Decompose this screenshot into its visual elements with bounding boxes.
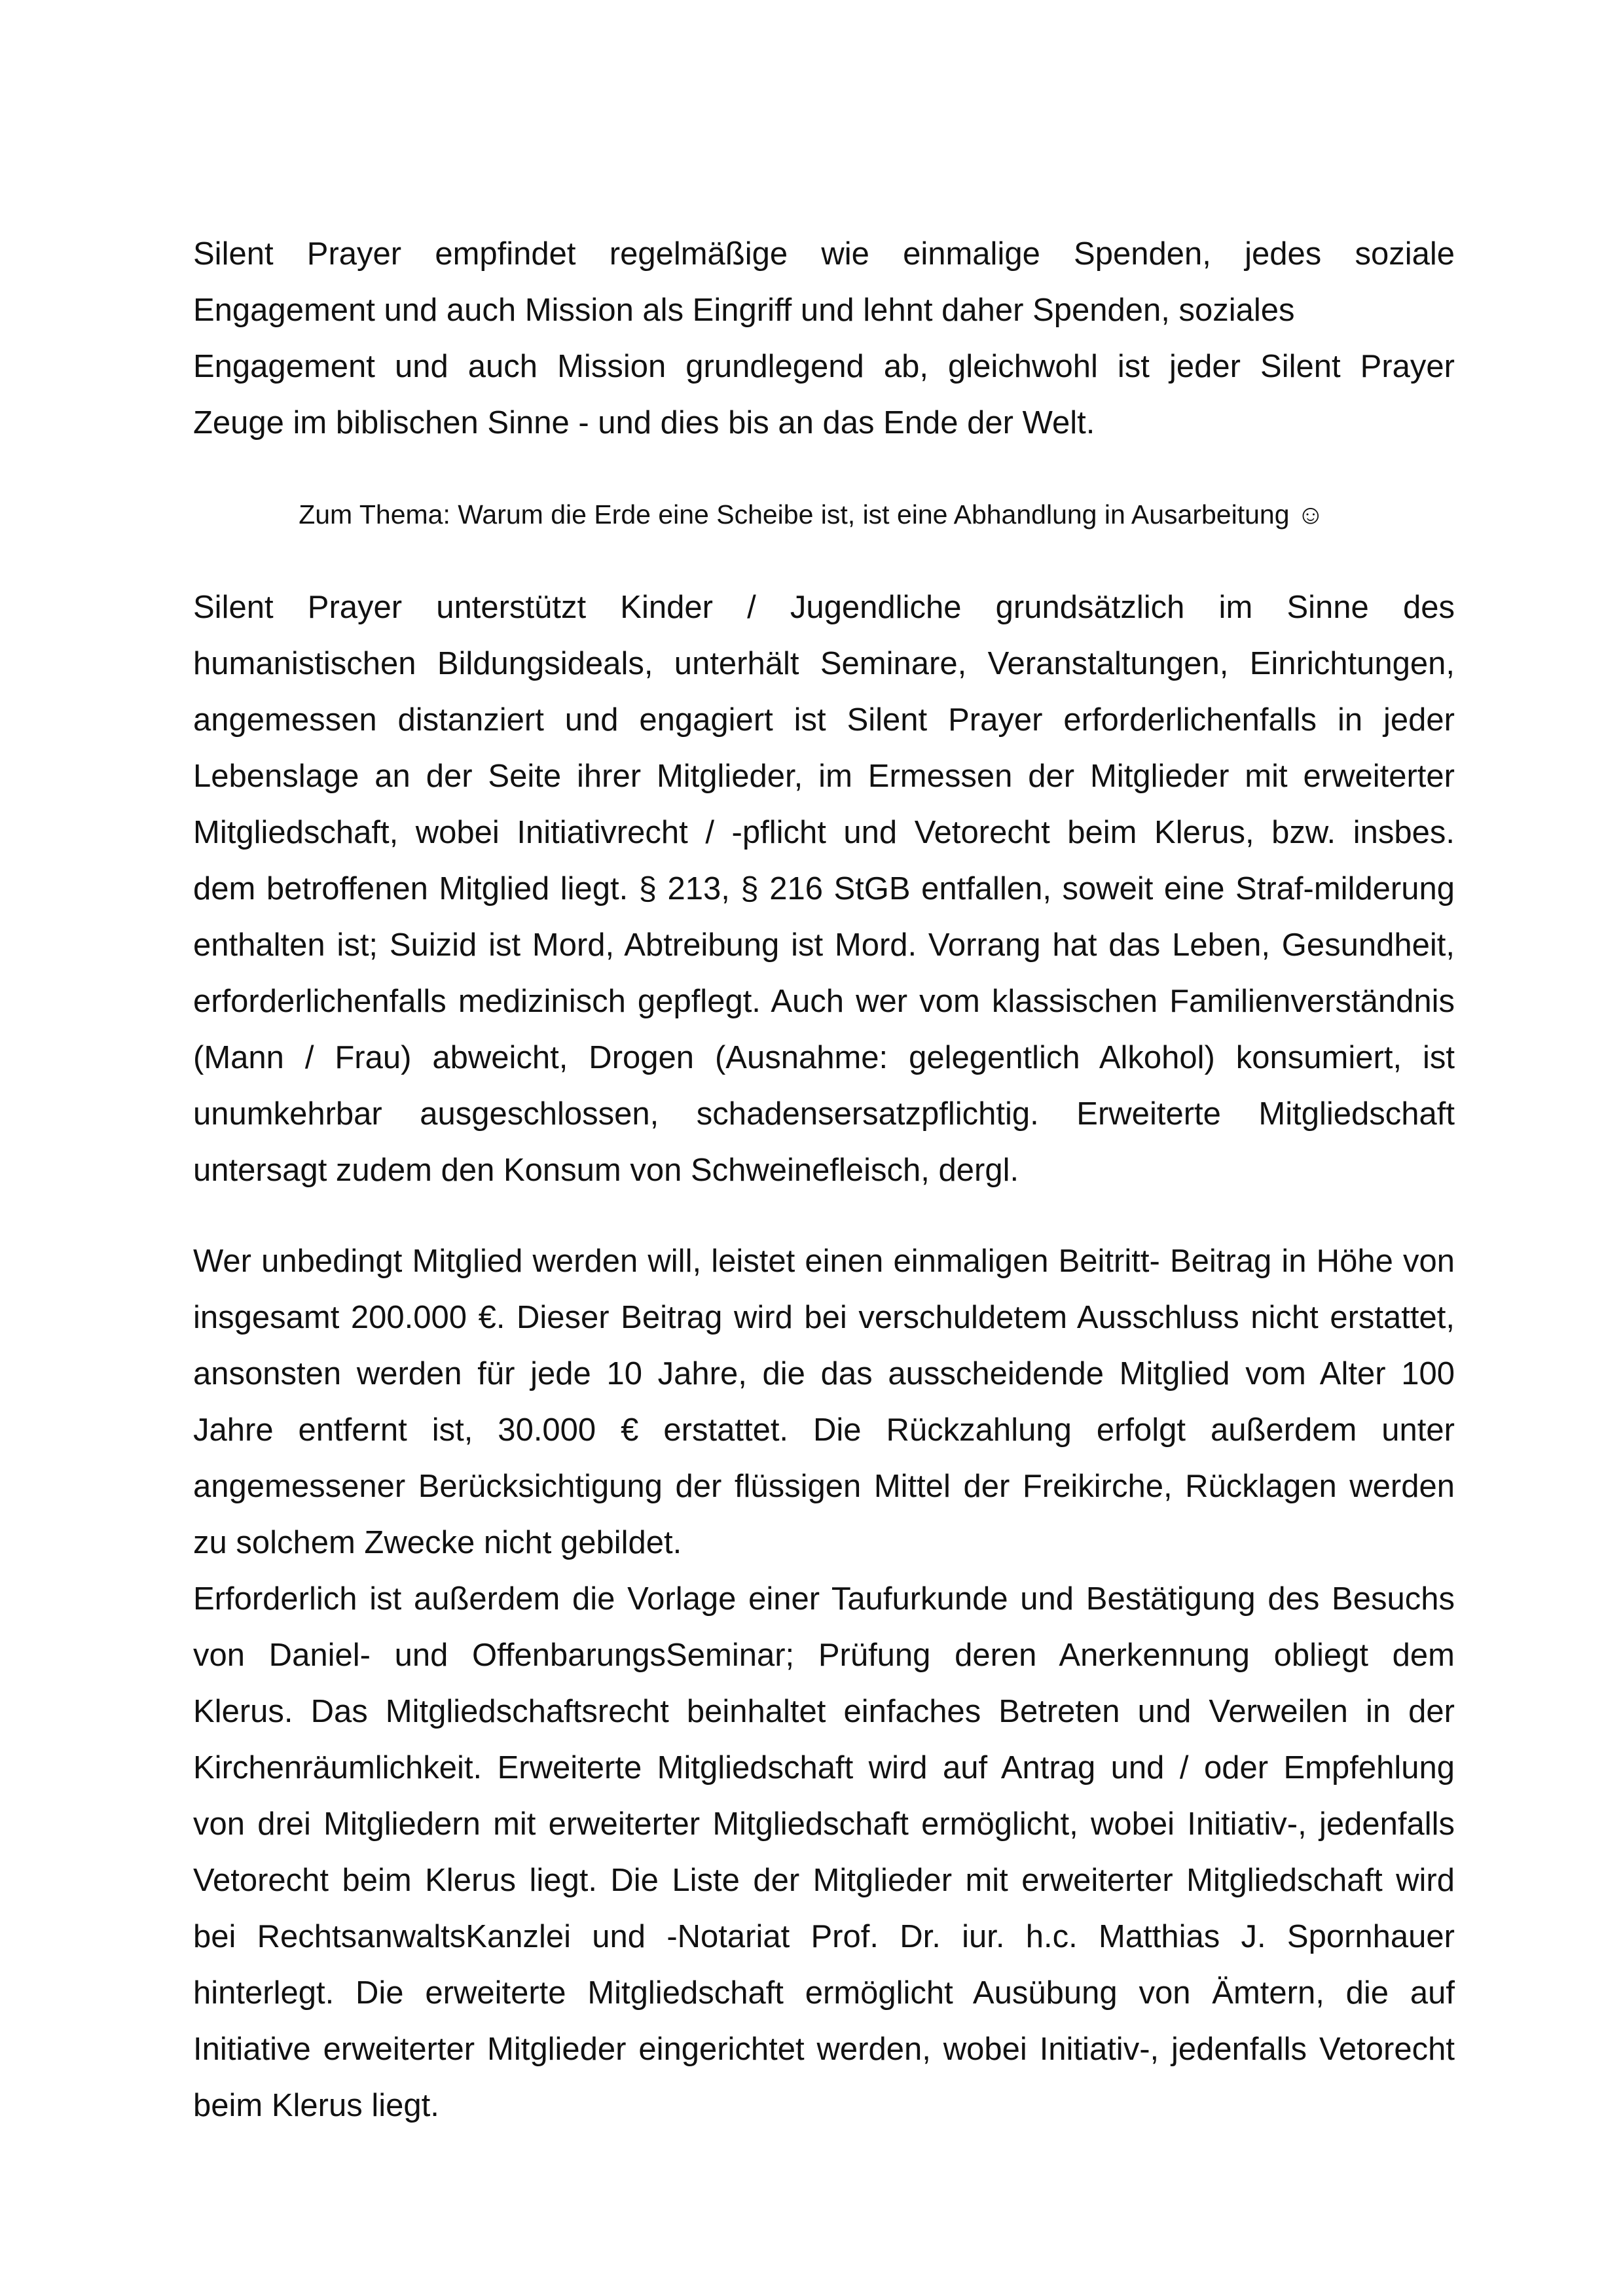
text-line: von Daniel- und OffenbarungsSeminar; Prüfung deren Anerkennung obliegt dem (193, 1638, 1455, 1673)
text-line: insgesamt 200.000 €. Dieser Beitrag wird bei verschuldetem Ausschluss nicht erstattet, (193, 1300, 1455, 1335)
paragraph-spenden (193, 226, 1455, 451)
paragraph-beitrag (193, 1233, 1455, 1571)
text-line: untersagt zudem den Konsum von Schweinefleisch, dergl. (193, 1153, 1019, 1188)
text-line: beim Klerus liegt. (193, 2088, 439, 2123)
paragraph-unterstuetzung (193, 579, 1455, 1198)
text-line: von drei Mitgliedern mit erweiterter Mitgliedschaft ermöglicht, wobei Initiativ-, jedenfalls (193, 1806, 1455, 1842)
text-line: Engagement und auch Mission grundlegend ab, gleichwohl ist jeder Silent Prayer (193, 349, 1455, 384)
text-line: enthalten ist; Suizid ist Mord, Abtreibung ist Mord. Vorrang hat das Leben, Gesundheit, (193, 927, 1455, 963)
paragraph-mitgliedschaft (193, 1571, 1455, 2134)
text-line: dem betroffenen Mitglied liegt. § 213, § 216 StGB entfallen, soweit eine Straf-milderung (193, 871, 1455, 906)
text-line: erforderlichenfalls medizinisch gepflegt. Auch wer vom klassischen Familienverständnis (193, 984, 1455, 1019)
text-line: Initiative erweiterter Mitglieder eingerichtet werden, wobei Initiativ-, jedenfalls Vetorecht (193, 2032, 1455, 2067)
text-line: bei RechtsanwaltsKanzlei und -Notariat Prof. Dr. iur. h.c. Matthias J. Spornhauer (193, 1919, 1455, 1954)
text-line: ansonsten werden für jede 10 Jahre, die das ausscheidende Mitglied vom Alter 100 (193, 1356, 1455, 1391)
text-line: Mitgliedschaft, wobei Initiativrecht / -pflicht und Vetorecht beim Klerus, bzw. insbes. (193, 815, 1455, 850)
text-line: Engagement und auch Mission als Eingriff und lehnt daher Spenden, soziales (193, 293, 1295, 328)
text-line: Silent Prayer unterstützt Kinder / Jugendliche grundsätzlich im Sinne des (193, 590, 1455, 625)
text-line: angemessen distanziert und engagiert ist Silent Prayer erforderlichenfalls in jeder (193, 702, 1455, 738)
text-line: Erforderlich ist außerdem die Vorlage einer Taufurkunde und Bestätigung des Besuchs (193, 1581, 1455, 1617)
text-line: unumkehrbar ausgeschlossen, schadensersatzpflichtig. Erweiterte Mitgliedschaft (193, 1096, 1455, 1132)
text-line: Kirchenräumlichkeit. Erweiterte Mitgliedschaft wird auf Antrag und / oder Empfehlung (193, 1750, 1455, 1785)
text-line: Jahre entfernt ist, 30.000 € erstattet. Die Rückzahlung erfolgt außerdem unter (193, 1412, 1455, 1448)
text-line: Wer unbedingt Mitglied werden will, leistet einen einmaligen Beitritt- Beitrag in Höhe von (193, 1244, 1455, 1279)
text-line: humanistischen Bildungsideals, unterhält Seminare, Veranstaltungen, Einrichtungen, (193, 646, 1455, 681)
text-line: Silent Prayer empfindet regelmäßige wie einmalige Spenden, jedes soziale (193, 236, 1455, 272)
text-line: Zeuge im biblischen Sinne - und dies bis an das Ende der Welt. (193, 405, 1095, 440)
note-flat-earth: Zum Thema: Warum die Erde eine Scheibe ist, ist eine Abhandlung in Ausarbeitung ☺ (299, 499, 1324, 529)
text-line: Vetorecht beim Klerus liegt. Die Liste der Mitglieder mit erweiterter Mitgliedschaft wird (193, 1863, 1455, 1898)
text-line: Klerus. Das Mitgliedschaftsrecht beinhaltet einfaches Betreten und Verweilen in der (193, 1694, 1455, 1729)
text-line: hinterlegt. Die erweiterte Mitgliedschaft ermöglicht Ausübung von Ämtern, die auf (193, 1975, 1455, 2011)
text-line: zu solchem Zwecke nicht gebildet. (193, 1525, 682, 1560)
text-line: Lebenslage an der Seite ihrer Mitglieder, im Ermessen der Mitglieder mit erweiterter (193, 759, 1455, 794)
text-line: angemessener Berücksichtigung der flüssigen Mittel der Freikirche, Rücklagen werden (193, 1469, 1455, 1504)
text-line: (Mann / Frau) abweicht, Drogen (Ausnahme: gelegentlich Alkohol) konsumiert, ist (193, 1040, 1455, 1075)
